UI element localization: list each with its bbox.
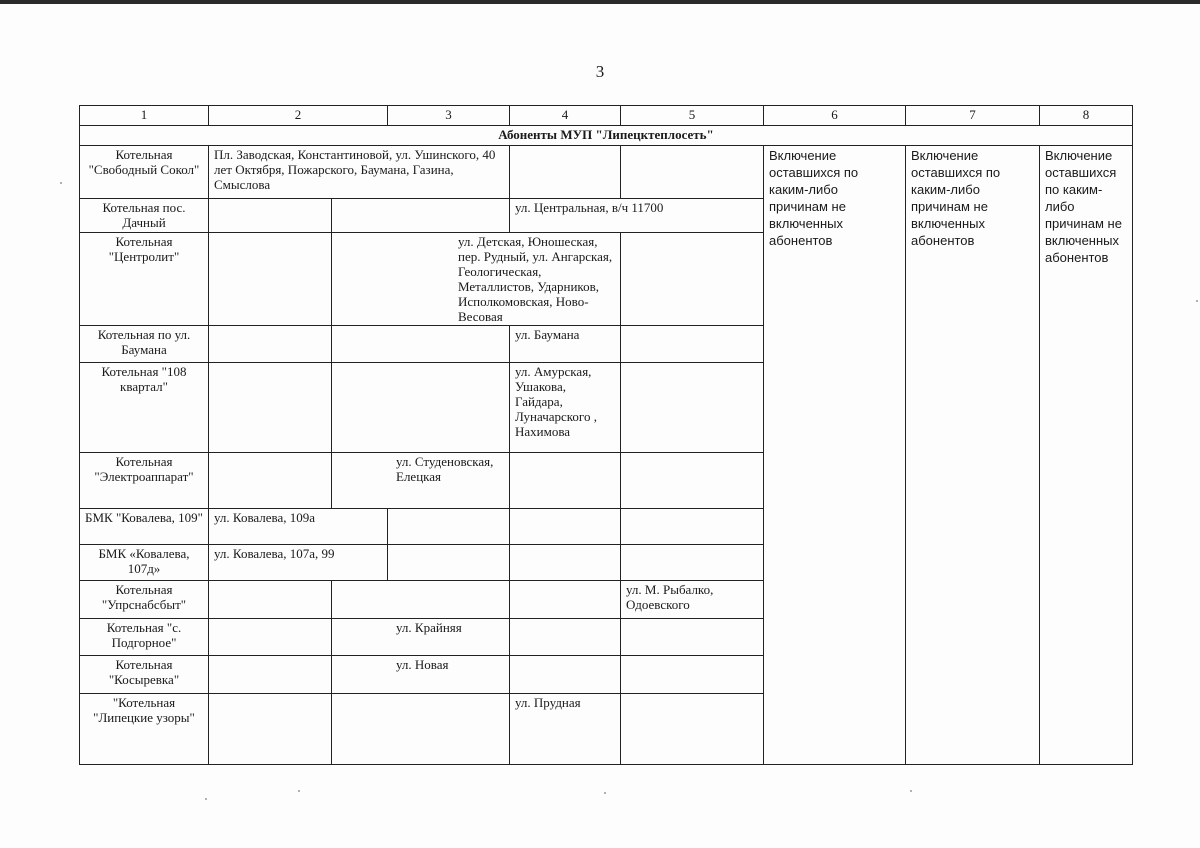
column-number-row (80, 106, 1133, 126)
note-col7: Включение оставшихся по каким-либо причинам не включенных абонентов (906, 146, 1040, 765)
empty-cell (621, 545, 764, 581)
address-cell: ул. Амурская, Ушакова, Гайдара, Луначарского , Нахимова (510, 363, 621, 453)
column-number: 4 (510, 106, 621, 126)
empty-cell (621, 233, 764, 326)
boiler-name: Котельная "Упрснабсбыт" (80, 581, 209, 619)
note-col8: Включение оставшихся по каким-либо причинам не включенных абонентов (1040, 146, 1133, 765)
scan-speck (298, 790, 300, 792)
address-cell: ул. Ковалева, 107а, 99 (209, 545, 388, 581)
empty-cell (621, 656, 764, 694)
empty-cell (209, 233, 332, 326)
empty-cell (621, 453, 764, 509)
empty-cell (209, 363, 332, 453)
section-title: Абоненты МУП "Липецктеплосеть" (80, 126, 1133, 146)
empty-cell (332, 694, 510, 765)
boiler-name: Котельная "Косыревка" (80, 656, 209, 694)
boiler-name: "Котельная "Липецкие узоры" (80, 694, 209, 765)
empty-cell (510, 545, 621, 581)
column-number: 8 (1040, 106, 1133, 126)
address-cell: ул. Прудная (510, 694, 621, 765)
empty-cell (388, 545, 510, 581)
subscriber-table (79, 105, 1133, 765)
column-number: 6 (764, 106, 906, 126)
boiler-name: Котельная "108 квартал" (80, 363, 209, 453)
address-cell: ул. Центральная, в/ч 11700 (510, 199, 764, 233)
scan-speck (910, 790, 912, 792)
empty-cell (621, 619, 764, 656)
empty-cell (209, 199, 332, 233)
empty-cell (209, 694, 332, 765)
empty-cell (510, 453, 621, 509)
empty-cell (510, 581, 621, 619)
scan-speck (604, 792, 606, 794)
empty-cell (332, 199, 510, 233)
boiler-name: Котельная "Свободный Сокол" (80, 146, 209, 199)
column-number: 5 (621, 106, 764, 126)
address-cell: ул. Баумана (510, 326, 621, 363)
empty-cell (621, 363, 764, 453)
empty-cell (510, 619, 621, 656)
address-cell: ул. Крайняя (332, 619, 510, 656)
empty-cell (209, 326, 332, 363)
empty-cell (621, 326, 764, 363)
empty-cell (621, 694, 764, 765)
boiler-name: Котельная "с. Подгорное" (80, 619, 209, 656)
boiler-name: БМК "Ковалева, 109" (80, 509, 209, 545)
scan-speck (205, 798, 207, 800)
empty-cell (332, 581, 510, 619)
scan-speck (60, 182, 62, 184)
empty-cell (209, 581, 332, 619)
page-number: 3 (595, 62, 605, 81)
note-col6: Включение оставшихся по каким-либо причинам не включенных абонентов (764, 146, 906, 765)
table-row (80, 146, 1133, 199)
column-number: 2 (209, 106, 388, 126)
column-number: 7 (906, 106, 1040, 126)
empty-cell (332, 363, 510, 453)
empty-cell (209, 619, 332, 656)
empty-cell (510, 656, 621, 694)
address-cell: ул. Ковалева, 109а (209, 509, 388, 545)
section-title-row (80, 126, 1133, 146)
empty-cell (510, 146, 621, 199)
column-number: 3 (388, 106, 510, 126)
address-cell: ул. М. Рыбалко, Одоевского (621, 581, 764, 619)
boiler-name: БМК «Ковалева, 107д» (80, 545, 209, 581)
address-cell: ул. Студеновская, Елецкая (332, 453, 510, 509)
boiler-name: Котельная "Центролит" (80, 233, 209, 326)
empty-cell (209, 656, 332, 694)
scan-speck (1196, 300, 1198, 302)
boiler-name: Котельная пос. Дачный (80, 199, 209, 233)
empty-cell (621, 509, 764, 545)
column-number: 1 (80, 106, 209, 126)
empty-cell (510, 509, 621, 545)
empty-cell (332, 326, 510, 363)
top-border-rule (0, 0, 1200, 4)
address-cell: ул. Детская, Юношеская, пер. Рудный, ул. Ангарская, Геологическая, Металлистов, Ударников, Исполкомовская, Ново-Весовая (332, 233, 621, 326)
empty-cell (621, 146, 764, 199)
address-cell: ул. Новая (332, 656, 510, 694)
empty-cell (209, 453, 332, 509)
boiler-name: Котельная по ул. Баумана (80, 326, 209, 363)
address-cell: Пл. Заводская, Константиновой, ул. Ушинского, 40 лет Октября, Пожарского, Баумана, Газина, Смыслова (209, 146, 510, 199)
boiler-name: Котельная "Электроаппарат" (80, 453, 209, 509)
empty-cell (388, 509, 510, 545)
